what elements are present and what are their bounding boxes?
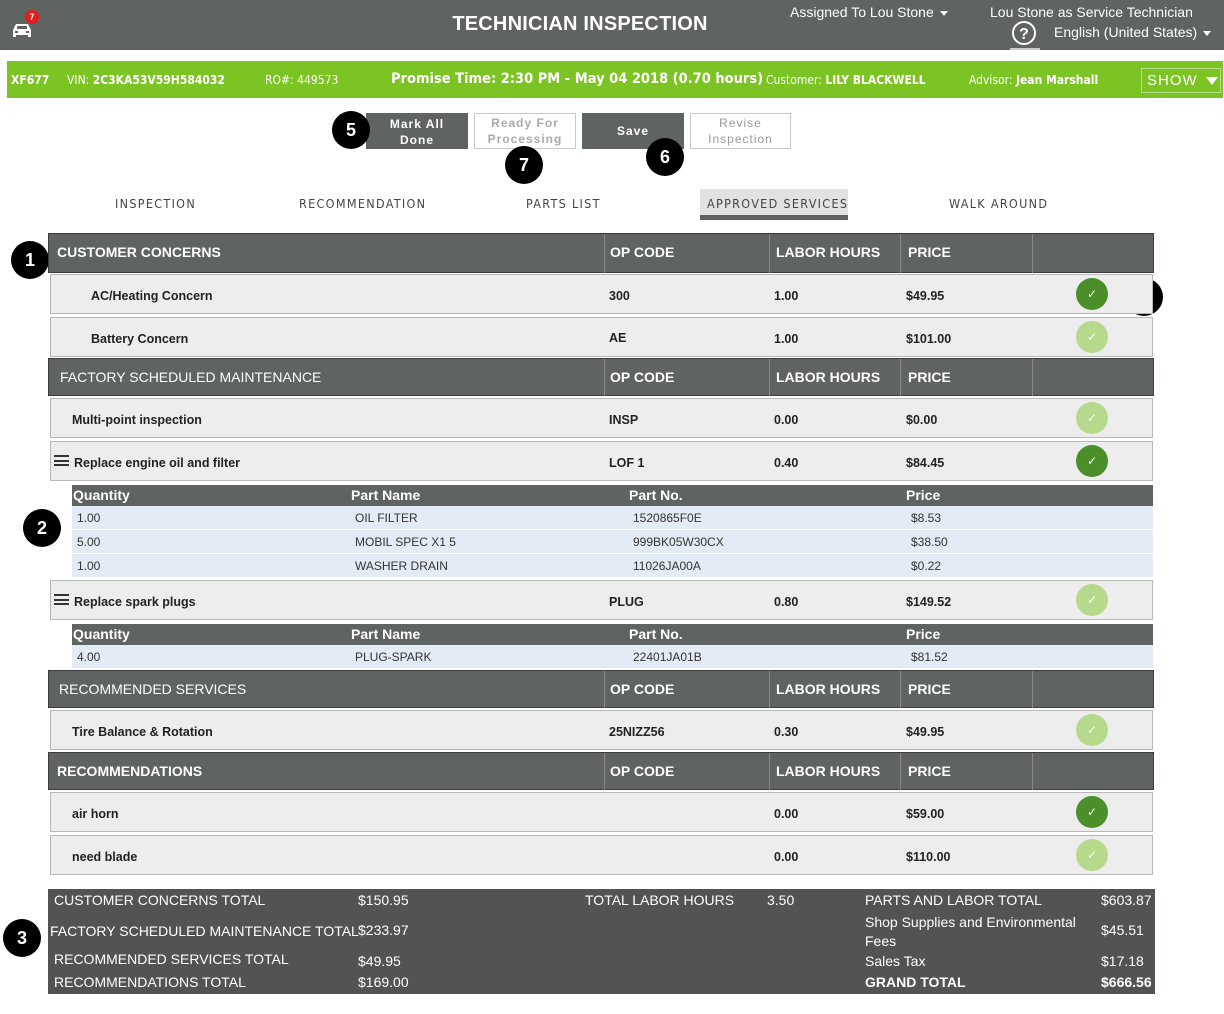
part-name: MOBIL SPEC X1 5 (355, 535, 456, 549)
service-name: Tire Balance & Rotation (72, 725, 213, 739)
col-labor-hours: LABOR HOURS (776, 244, 881, 260)
approved-check-icon[interactable]: ✓ (1076, 445, 1108, 477)
ready-label-1: Ready For (491, 116, 559, 130)
tab-inspection[interactable]: INSPECTION (115, 196, 197, 211)
ready-label-2: Processing (487, 132, 563, 146)
labor-hours: 0.80 (774, 595, 799, 609)
callout-1: 1 (11, 241, 49, 279)
col-op-code: OP CODE (610, 369, 675, 385)
promise-time: Promise Time: 2:30 PM - May 04 2018 (0.70 hours) (391, 71, 764, 87)
col-part-name: Part Name (351, 487, 421, 503)
help-icon[interactable]: ? (1012, 21, 1036, 45)
section-header-recommendations (48, 752, 1154, 790)
sales-tax-value: $17.18 (1101, 953, 1144, 969)
page-title: TECHNICIAN INSPECTION (452, 13, 708, 35)
labor-hours: 0.30 (774, 725, 799, 739)
service-row (50, 274, 1153, 314)
notification-badge: 7 (25, 10, 39, 24)
shop-supplies-label-2: Fees (865, 933, 897, 949)
labor-hours: 0.40 (774, 456, 799, 470)
part-no: 11026JA00A (633, 559, 701, 573)
mark-all-done-label-2: Done (400, 133, 434, 147)
col-quantity: Quantity (73, 626, 130, 642)
price: $110.00 (906, 850, 951, 864)
advisor-label: Advisor: (969, 73, 1013, 87)
part-price: $81.52 (911, 650, 948, 664)
service-name: AC/Heating Concern (91, 289, 213, 303)
service-row (50, 441, 1153, 481)
recommendations-total-value: $169.00 (358, 974, 409, 990)
revise-inspection-button[interactable] (690, 113, 791, 149)
service-row (50, 835, 1153, 875)
grand-total-value: $666.56 (1101, 974, 1152, 990)
part-row (72, 530, 1153, 554)
advisor (969, 73, 1098, 87)
part-name: WASHER DRAIN (355, 559, 448, 573)
sales-tax-label: Sales Tax (865, 953, 926, 969)
shop-supplies-value: $45.51 (1101, 922, 1144, 938)
section-header-customer-concerns (48, 233, 1154, 273)
advisor-value: Jean Marshall (1015, 73, 1099, 87)
user-role: Lou Stone as Service Technician (990, 4, 1193, 20)
section-title: FACTORY SCHEDULED MAINTENANCE (60, 369, 322, 385)
callout-5: 5 (332, 111, 370, 149)
approved-check-icon[interactable]: ✓ (1076, 278, 1108, 310)
service-name: Multi-point inspection (72, 413, 202, 427)
op-code: LOF 1 (609, 456, 645, 470)
expand-parts-icon[interactable] (54, 455, 69, 466)
section-header-factory-maintenance (48, 358, 1154, 396)
factory-maintenance-total-label: FACTORY SCHEDULED MAINTENANCE TOTAL (50, 923, 359, 939)
chevron-down-icon (940, 11, 948, 16)
callout-6: 6 (646, 138, 684, 176)
vin (67, 73, 225, 87)
callout-7: 7 (505, 146, 543, 184)
op-code: PLUG (609, 595, 644, 609)
col-price: PRICE (908, 244, 951, 260)
recommendations-total-label: RECOMMENDATIONS TOTAL (54, 974, 246, 990)
labor-hours: 1.00 (774, 289, 799, 303)
ro-label: RO#: (265, 73, 294, 87)
assigned-to-label: Assigned To Lou Stone (790, 4, 934, 20)
section-title: RECOMMENDATIONS (57, 763, 203, 779)
service-row (50, 398, 1153, 438)
col-labor-hours: LABOR HOURS (776, 681, 881, 697)
op-code: 25NIZZ56 (609, 725, 665, 739)
service-name: air horn (72, 807, 119, 821)
price: $59.00 (906, 807, 945, 821)
save-label: Save (616, 124, 650, 138)
show-label: SHOW (1147, 72, 1198, 89)
recommended-services-total-label: RECOMMENDED SERVICES TOTAL (54, 951, 289, 967)
col-quantity: Quantity (73, 487, 130, 503)
service-row (50, 710, 1153, 750)
op-code: 300 (609, 289, 630, 303)
tab-active-underline (700, 215, 848, 220)
service-row (50, 580, 1153, 620)
assigned-to-dropdown[interactable] (790, 4, 948, 20)
section-header-recommended-services (48, 670, 1154, 708)
col-op-code: OP CODE (610, 763, 675, 779)
parts-table-header (72, 624, 1153, 645)
customer-concerns-total-value: $150.95 (358, 892, 409, 908)
show-button[interactable] (1141, 68, 1221, 93)
parts-and-labor-total-value: $603.87 (1101, 892, 1152, 908)
part-qty: 5.00 (77, 535, 101, 549)
parts-table-header (72, 485, 1153, 506)
part-no: 999BK05W30CX (633, 535, 724, 549)
part-qty: 1.00 (77, 511, 101, 525)
help-underline (1010, 48, 1040, 50)
part-name: PLUG-SPARK (355, 650, 432, 664)
approve-check-icon[interactable]: ✓ (1076, 402, 1108, 434)
price: $101.00 (906, 332, 952, 346)
tab-recommendation[interactable]: RECOMMENDATION (299, 196, 427, 211)
grand-total-label: GRAND TOTAL (865, 974, 966, 990)
approve-check-icon[interactable]: ✓ (1076, 584, 1108, 616)
col-part-name: Part Name (351, 626, 421, 642)
col-price: PRICE (908, 681, 951, 697)
language-dropdown[interactable] (1054, 24, 1211, 40)
part-price: $8.53 (911, 511, 942, 525)
ro-value: 449573 (297, 73, 339, 87)
labor-hours: 0.00 (774, 850, 799, 864)
customer-label: Customer: (766, 73, 822, 87)
part-row (72, 554, 1153, 578)
vin-label: VIN: (67, 73, 90, 87)
op-code: AE (609, 331, 627, 345)
col-op-code: OP CODE (610, 681, 675, 697)
part-qty: 4.00 (77, 650, 101, 664)
price: $49.95 (906, 725, 945, 739)
price: $149.52 (906, 595, 952, 609)
tab-walk-around[interactable]: WALK AROUND (949, 196, 1049, 211)
callout-2: 2 (23, 509, 61, 547)
total-labor-hours-value: 3.50 (767, 892, 795, 908)
ro-number (265, 73, 338, 87)
service-name: Replace spark plugs (74, 595, 196, 609)
vehicle-tag: XF677 (11, 73, 50, 87)
section-title: RECOMMENDED SERVICES (59, 681, 247, 697)
customer-value: LILY BLACKWELL (825, 73, 926, 87)
vin-value: 2C3KA53V59H584032 (92, 73, 225, 87)
col-price: PRICE (908, 763, 951, 779)
labor-hours: 0.00 (774, 807, 799, 821)
shop-supplies-label-1: Shop Supplies and Environmental (865, 914, 1076, 930)
factory-maintenance-total-value: $233.97 (358, 922, 409, 938)
labor-hours: 0.00 (774, 413, 799, 427)
part-no: 1520865F0E (633, 511, 702, 525)
labor-hours: 1.00 (774, 332, 799, 346)
part-name: OIL FILTER (355, 511, 418, 525)
part-row (72, 506, 1153, 530)
shop-supplies-label (865, 913, 1076, 951)
callout-3: 3 (3, 919, 41, 957)
total-labor-hours-label: TOTAL LABOR HOURS (585, 892, 735, 908)
approve-check-icon[interactable]: ✓ (1076, 714, 1108, 746)
part-no: 22401JA01B (633, 650, 702, 664)
col-labor-hours: LABOR HOURS (776, 369, 881, 385)
part-qty: 1.00 (77, 559, 101, 573)
mark-all-done-label-1: Mark All (389, 117, 445, 131)
section-title: CUSTOMER CONCERNS (57, 244, 221, 260)
col-part-no: Part No. (629, 626, 683, 642)
col-labor-hours: LABOR HOURS (776, 763, 881, 779)
parts-and-labor-total-label: PARTS AND LABOR TOTAL (865, 892, 1042, 908)
language-label: English (United States) (1054, 24, 1198, 40)
col-part-price: Price (906, 626, 941, 642)
mark-all-done-button[interactable] (366, 113, 468, 149)
price: $0.00 (906, 413, 938, 427)
approved-check-icon[interactable]: ✓ (1076, 796, 1108, 828)
recommended-services-total-value: $49.95 (358, 953, 401, 969)
col-price: PRICE (908, 369, 951, 385)
service-name: Battery Concern (91, 332, 189, 346)
approve-check-icon[interactable]: ✓ (1076, 321, 1108, 353)
part-row (72, 645, 1153, 669)
part-price: $0.22 (911, 559, 942, 573)
revise-label-1: Revise (719, 116, 762, 130)
service-row (50, 792, 1153, 832)
chevron-down-icon (1203, 31, 1211, 36)
ready-for-processing-button[interactable] (474, 113, 576, 149)
price: $84.45 (906, 456, 945, 470)
service-name: need blade (72, 850, 138, 864)
part-price: $38.50 (911, 535, 948, 549)
approve-check-icon[interactable]: ✓ (1076, 839, 1108, 871)
col-part-no: Part No. (629, 487, 683, 503)
tab-parts-list[interactable]: PARTS LIST (526, 196, 601, 211)
customer (766, 73, 926, 87)
tab-approved-services[interactable]: APPROVED SERVICES (707, 196, 849, 211)
caret-down-icon (1206, 77, 1218, 85)
op-code: INSP (609, 413, 639, 427)
expand-parts-icon[interactable] (54, 594, 69, 605)
revise-label-2: Inspection (708, 132, 773, 146)
service-name: Replace engine oil and filter (74, 456, 241, 470)
col-part-price: Price (906, 487, 941, 503)
price: $49.95 (906, 289, 945, 303)
col-op-code: OP CODE (610, 244, 675, 260)
customer-concerns-total-label: CUSTOMER CONCERNS TOTAL (54, 892, 266, 908)
service-row (50, 317, 1153, 357)
